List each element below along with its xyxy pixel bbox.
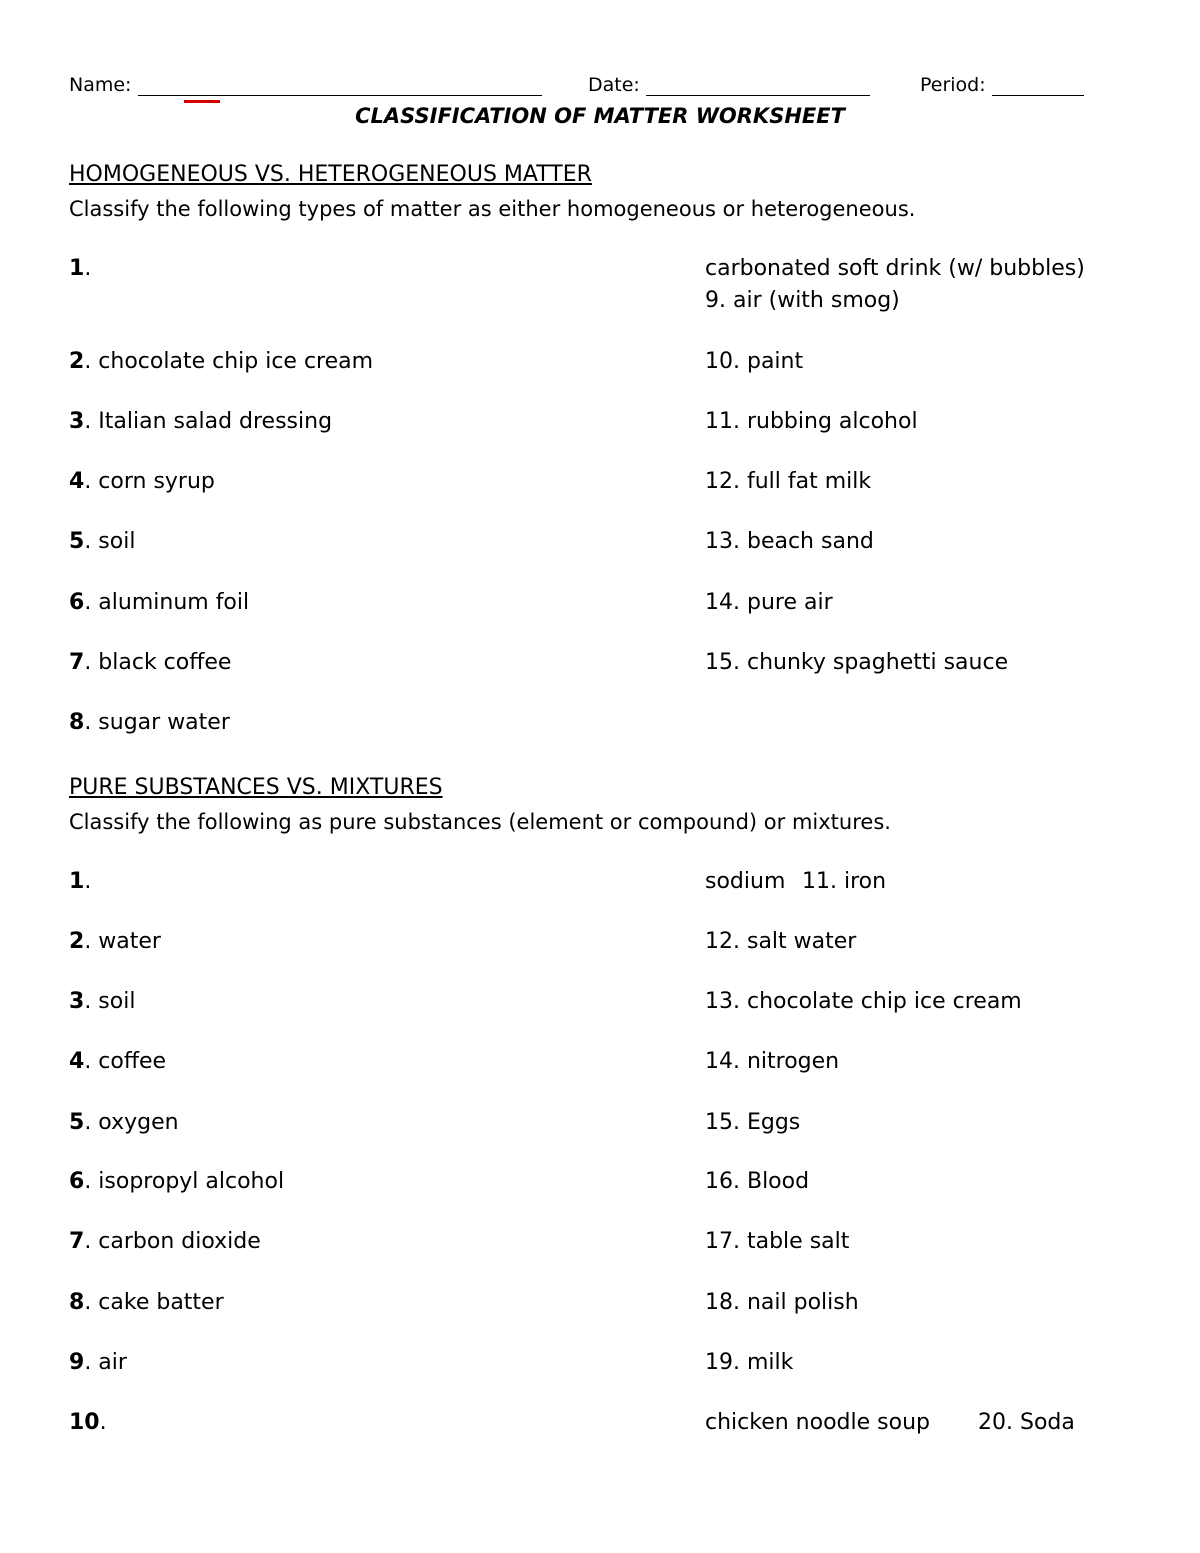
item-text: . air [84, 1350, 127, 1375]
worksheet-title: CLASSIFICATION OF MATTER WORKSHEET [355, 104, 845, 128]
s1-left-item [69, 469, 215, 494]
item-text: . water [84, 929, 161, 954]
name-blank[interactable] [138, 77, 542, 96]
item-number: 1 [69, 869, 85, 894]
s1-left-item [69, 590, 249, 615]
s1-right-item: 9. air (with smog) [705, 288, 900, 313]
item-text: . carbon dioxide [84, 1229, 261, 1254]
s2-left-item [69, 1110, 179, 1135]
item-text: . black coffee [84, 650, 232, 675]
s2-right-item: 11. iron [802, 869, 887, 894]
section2-heading: PURE SUBSTANCES VS. MIXTURES [69, 775, 443, 800]
item-number: 4 [69, 1049, 85, 1074]
item-number: 7 [69, 1229, 85, 1254]
section1-instructions: Classify the following types of matter as either homogeneous or heterogeneous. [69, 197, 916, 221]
s1-right-item: 12. full fat milk [705, 469, 872, 494]
s1-right-item: 10. paint [705, 349, 804, 374]
s2-left-item [69, 1410, 107, 1435]
period-label: Period: [920, 74, 986, 96]
item-number: 5 [69, 1110, 85, 1135]
red-mark [184, 100, 220, 103]
s2-left-item [69, 869, 91, 894]
s2-right-item: 17. table salt [705, 1229, 850, 1254]
s2-left-item [69, 989, 135, 1014]
item-number: 8 [69, 710, 85, 735]
period-blank[interactable] [992, 77, 1084, 96]
s2-right-item: 18. nail polish [705, 1290, 859, 1315]
s1-right-item: 14. pure air [705, 590, 833, 615]
name-field[interactable] [69, 74, 542, 96]
s2-left-item [69, 1049, 166, 1074]
s1-left-item [69, 529, 135, 554]
item-number: 6 [69, 590, 85, 615]
section1-heading: HOMOGENEOUS VS. HETEROGENEOUS MATTER [69, 162, 592, 187]
item-text: . [99, 1410, 107, 1435]
period-field[interactable] [920, 74, 1084, 96]
item-number: 2 [69, 349, 85, 374]
s2-right-item: 19. milk [705, 1350, 794, 1375]
item-number: 5 [69, 529, 85, 554]
item-text: . [84, 869, 92, 894]
s1-left-item [69, 349, 373, 374]
s1-left-item [69, 409, 332, 434]
item-text: . oxygen [84, 1110, 179, 1135]
item-text: . isopropyl alcohol [84, 1169, 285, 1194]
item-text: . soil [84, 529, 136, 554]
item-text: . corn syrup [84, 469, 215, 494]
date-blank[interactable] [646, 77, 870, 96]
s1-right-item: 11. rubbing alcohol [705, 409, 918, 434]
item-number: 6 [69, 1169, 85, 1194]
item-number: 1 [69, 256, 85, 281]
item-text: . Italian salad dressing [84, 409, 333, 434]
date-label: Date: [588, 74, 640, 96]
s2-left-item [69, 1350, 127, 1375]
s2-right-item: 20. Soda [978, 1410, 1075, 1435]
section2-instructions: Classify the following as pure substances (element or compound) or mixtures. [69, 810, 891, 834]
item-text: . [84, 256, 92, 281]
item-text: . chocolate chip ice cream [84, 349, 374, 374]
s2-right-item: 15. Eggs [705, 1110, 801, 1135]
s2-right-item: 16. Blood [705, 1169, 810, 1194]
date-field[interactable] [588, 74, 870, 96]
s2-left-item [69, 1169, 284, 1194]
s1-left-item [69, 650, 231, 675]
item-number: 2 [69, 929, 85, 954]
s1-left-item [69, 710, 230, 735]
item-text: . cake batter [84, 1290, 224, 1315]
item-number: 4 [69, 469, 85, 494]
s2-right-item: chicken noodle soup [705, 1410, 930, 1435]
s1-right-item: 15. chunky spaghetti sauce [705, 650, 1009, 675]
s2-right-item: 13. chocolate chip ice cream [705, 989, 1022, 1014]
s2-right-item: sodium [705, 869, 786, 894]
item-text: . soil [84, 989, 136, 1014]
item-number: 7 [69, 650, 85, 675]
s1-left-item [69, 256, 91, 281]
item-number: 3 [69, 409, 85, 434]
item-number: 10 [69, 1410, 100, 1435]
s2-right-item: 12. salt water [705, 929, 857, 954]
s1-right-item: carbonated soft drink (w/ bubbles) [705, 256, 1085, 281]
s2-left-item [69, 1290, 224, 1315]
item-number: 3 [69, 989, 85, 1014]
item-text: . sugar water [84, 710, 230, 735]
s2-right-item: 14. nitrogen [705, 1049, 840, 1074]
item-text: . coffee [84, 1049, 167, 1074]
name-label: Name: [69, 74, 132, 96]
s2-left-item [69, 929, 161, 954]
item-number: 8 [69, 1290, 85, 1315]
s1-right-item: 13. beach sand [705, 529, 874, 554]
item-text: . aluminum foil [84, 590, 250, 615]
s2-left-item [69, 1229, 261, 1254]
item-number: 9 [69, 1350, 85, 1375]
